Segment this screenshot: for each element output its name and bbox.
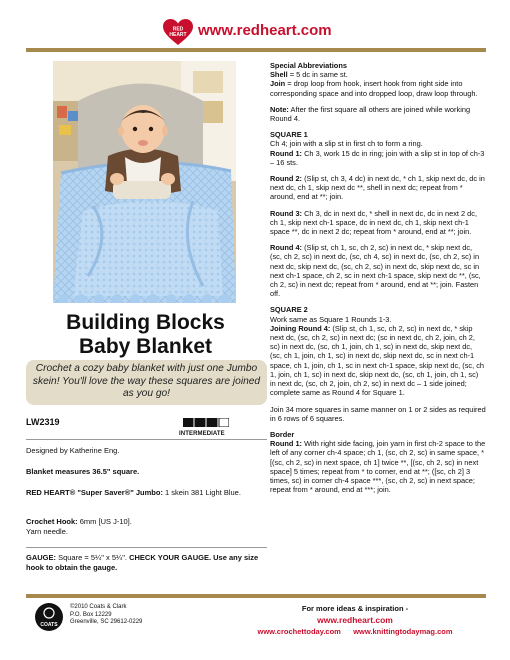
joining-round-4-def: (Slip st, ch 1, sc, ch 2, sc) in next dc, * skip next dc, (sc, ch 2, sc) in next dc; (sc in next dc, ch 2, join, ch 2, sc) in next dc, (sc, ch 1, join, ch 1, sc) in next dc, skip next dc, (sc, ch 1, join, ch 1, sc) in next dc, skip next dc, sc in next ch-1 space, ch 1, join, ch 1, sc in next ch-1 space, skip next dc, (sc, ch 1, join, ch 1, sc) in next dc, skip next dc, (sc, ch 1, join, ch 1, sc) in next dc, (sc, ch 2, join, ch 2, sc) in next dc – 1 side joined; complete same as Round 4 for Square 1.: [270, 323, 485, 398]
round-4-term: Round 4:: [270, 243, 303, 253]
square-2-block: [270, 305, 486, 397]
square-2-title: SQUARE 2: [270, 305, 308, 315]
red-heart-logo-icon[interactable]: [162, 18, 194, 46]
left-divider-2: [26, 547, 267, 548]
abbreviations-block: [270, 61, 486, 98]
more-ideas-text: For more ideas & inspiration -: [301, 604, 409, 613]
gauge-value: Square = 5¼" x 5¼".: [56, 553, 130, 562]
hook-detail: 6mm [US J-10].: [77, 517, 132, 526]
gauge-check: CHECK YOUR GAUGE. Use any size hook to obtain the gauge.: [26, 553, 259, 572]
copyright-line-3: Greenville, SC 29612-0229: [70, 619, 143, 625]
skill-bar: [219, 418, 229, 427]
round-1-def: Ch 3, work 15 dc in ring; join with a slip st in top of ch-3 – 16 sts.: [270, 148, 485, 167]
footer-links: [220, 627, 490, 636]
join-more-block: Join 34 more squares in same manner on 1 or 2 sides as required in 6 rows of 6 squares.: [270, 404, 486, 423]
footer-redheart-link[interactable]: www.redheart.com: [317, 615, 393, 625]
skill-level-label: INTERMEDIATE: [179, 431, 225, 437]
title-line-1: Building Blocks: [66, 311, 225, 334]
pattern-code: LW2319: [26, 417, 60, 427]
site-url-link[interactable]: www.redheart.com: [198, 22, 332, 39]
notion-detail: Yarn needle.: [26, 526, 68, 536]
shell-term: Shell: [270, 70, 288, 80]
copyright-line-1: ©2010 Coats & Clark: [70, 604, 127, 610]
round-3-block: [270, 209, 486, 237]
svg-text:HEART: HEART: [169, 32, 187, 38]
border-block: [270, 430, 486, 494]
baby-blanket-photo: [53, 61, 236, 303]
round-2-block: [270, 174, 486, 202]
joining-round-4-term: Joining Round 4:: [270, 323, 331, 333]
instructions-column: [270, 61, 486, 501]
hook-info: [26, 517, 267, 536]
square-1-intro: [270, 130, 486, 167]
round-4-block: [270, 243, 486, 298]
round-3-def: Ch 3, dc in next dc, * shell in next dc, dc in next 2 dc, ch 1, skip next ch-1 space, dc in next dc, ch 1, skip next ch-1 space **, dc in next 2 dc; repeat from * around, end at **; join.: [270, 208, 478, 237]
blanket-measurement: Blanket measures 36.5" square.: [26, 467, 140, 476]
round-3-term: Round 3:: [270, 208, 303, 218]
svg-text:RED: RED: [172, 26, 184, 33]
crochet-today-link[interactable]: www.crochettoday.com: [257, 627, 341, 636]
square-1-chain: Ch 4; join with a slip st in first ch to form a ring.: [270, 139, 423, 149]
designer-credit: Designed by Katherine Eng.: [26, 446, 120, 455]
yarn-detail: 1 skein 381 Light Blue.: [162, 488, 241, 497]
copyright-line-2: P.O. Box 12229: [70, 611, 112, 618]
note-term: Note:: [270, 104, 289, 114]
top-divider: [26, 48, 486, 52]
border-round-1-term: Round 1:: [270, 439, 303, 449]
tagline-box: Crochet a cozy baby blanket with just one Jumbo skein! You'll love the way these squares are joined as you go!: [26, 360, 267, 405]
bottom-divider: [26, 594, 486, 598]
title-line-2: Baby Blanket: [78, 335, 213, 358]
border-title: Border: [270, 429, 295, 439]
abbreviations-title: Special Abbreviations: [270, 61, 347, 70]
gauge-label: GAUGE:: [26, 553, 56, 562]
pattern-title: [38, 311, 253, 359]
knitting-today-link[interactable]: www.knittingtodaymag.com: [353, 627, 453, 636]
round-1-term: Round 1:: [270, 148, 303, 158]
note-block: [270, 105, 486, 123]
yarn-info: [26, 488, 267, 498]
coats-logo-icon: [34, 602, 64, 632]
skill-bar: [207, 418, 217, 427]
square-1-title: SQUARE 1: [270, 130, 308, 140]
yarn-label: RED HEART® "Super Saver®" Jumbo:: [26, 488, 163, 497]
hook-label: Crochet Hook:: [26, 517, 78, 526]
left-divider-1: [26, 439, 267, 440]
header: [0, 18, 510, 52]
shell-def: = 5 dc in same st.: [287, 70, 348, 80]
copyright-address: [70, 604, 142, 627]
note-def: After the first square all others are joined while working Round 4.: [270, 104, 471, 124]
join-term: Join: [270, 79, 286, 89]
skill-bar: [195, 418, 205, 427]
skill-level-bars-icon: [183, 418, 229, 427]
round-2-def: (Slip st, ch 3, 4 dc) in next dc, * ch 1, skip next dc, dc in next dc, ch 1, skip next dc **, shell in next dc; repeat from * around, end at **; join.: [270, 174, 485, 202]
round-2-term: Round 2:: [270, 174, 303, 184]
skill-bar: [183, 418, 193, 427]
border-round-1-def: With right side facing, join yarn in first ch-2 space to the left of any corner ch-4 space; ch 1, (sc, ch 2, sc) in same space, * [(sc, ch 2, sc) in next space, ch 1] twice **, [(sc, ch 2, sc) in next space] 5 times; repeat from * to corner, end at **; ([sc, ch 2] 3 times, sc) in corner ch-4 space ***, (sc, ch 2, sc) in next space; repeat from * around, end at ***; join.: [270, 439, 486, 495]
round-4-def: (Slip st, ch 1, sc, ch 2, sc) in next dc, * skip next dc, (sc, ch 2, sc) in next dc, (sc, ch 4, sc) in next dc, (sc, ch 2, sc) in next dc, skip next dc, (sc, ch 2, sc) in next dc, skip next dc, sc in next ch-1 space, ch 2, sc in next ch-1 space, skip next dc **, (sc, ch 2, sc) in next dc; repeat from * around, end at **; join. Fasten off.: [270, 243, 481, 299]
coats-logo-text: COATS: [40, 622, 58, 628]
join-def: = drop loop from hook, insert hook from right side into corresponding space and into dropped loop, draw loop through.: [270, 79, 478, 98]
square-2-work: Work same as Square 1 Rounds 1-3.: [270, 314, 392, 324]
gauge-info: [26, 553, 267, 572]
